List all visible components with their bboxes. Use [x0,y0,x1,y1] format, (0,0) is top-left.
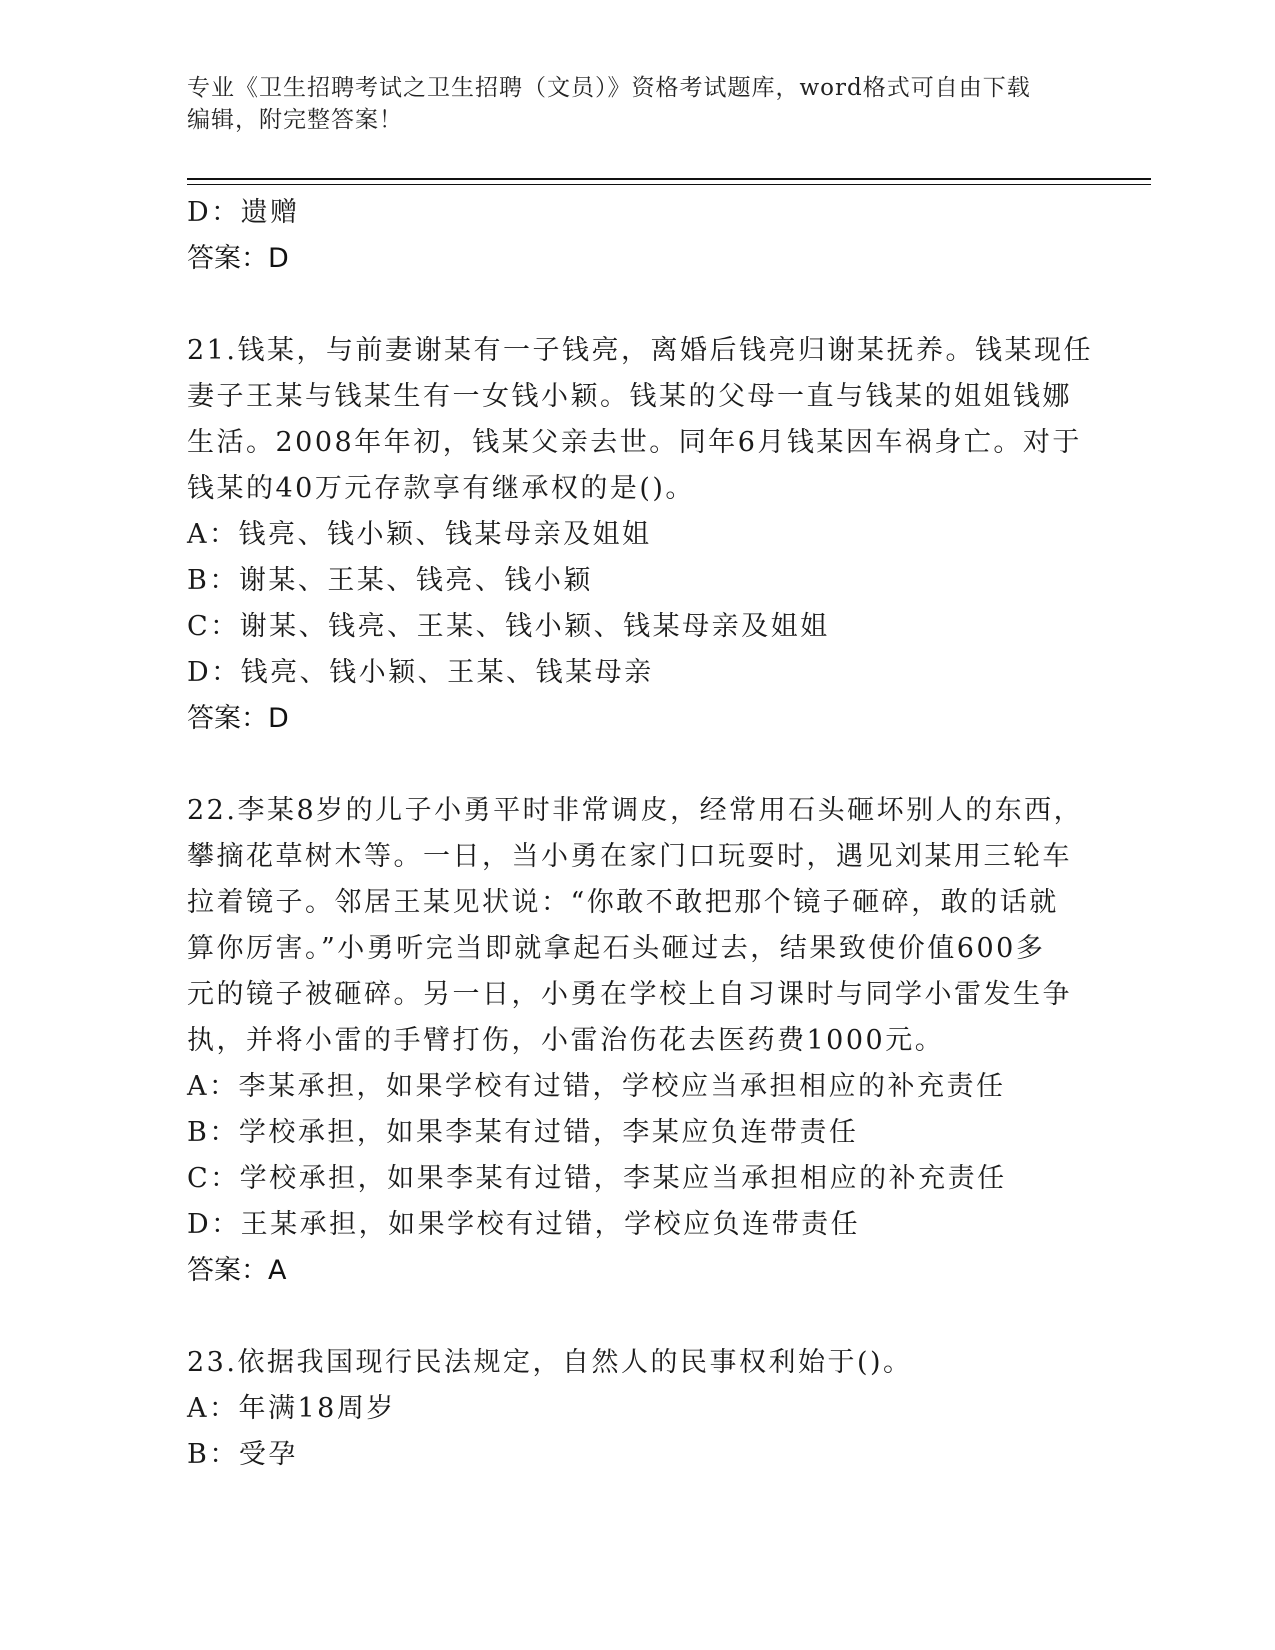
header-divider-thin [187,184,1151,185]
stem-line: 拉着镜子。邻居王某见状说：“你敢不敢把那个镜子砸碎，敢的话就 [187,887,1059,918]
document-body [187,190,1093,1478]
question-21 [187,328,1093,742]
stem-line: 算你厉害。”小勇听完当即就拿起石头砸过去，结果致使价值600多 [187,933,1046,964]
answer-line: 答案：D [187,243,289,274]
stem-line: 攀摘花草树木等。一日，当小勇在家门口玩耍时，遇见刘某用三轮车 [187,841,1072,872]
question-stem [187,1340,1087,1386]
page-header [187,72,1087,136]
spacer [187,742,1087,788]
stem-line: 22.李某8岁的儿子小勇平时非常调皮，经常用石头砸坏别人的东西， [187,795,1084,826]
stem-line: 21.钱某，与前妻谢某有一子钱亮，离婚后钱亮归谢某抚养。钱某现任 [187,335,1093,366]
option-b: B：谢某、王某、钱亮、钱小颖 [187,565,593,596]
question-22 [187,788,1087,1294]
stem-line: 妻子王某与钱某生有一女钱小颖。钱某的父母一直与钱某的姐姐钱娜 [187,381,1072,412]
previous-question-tail [187,190,1087,282]
stem-line: 23.依据我国现行民法规定，自然人的民事权利始于()。 [187,1347,913,1378]
header-line-2: 编辑，附完整答案！ [187,107,403,133]
option-a: A：年满18周岁 [187,1393,396,1424]
stem-line: 元的镜子被砸碎。另一日，小勇在学校上自习课时与同学小雷发生争 [187,979,1072,1010]
spacer [187,1294,1087,1340]
question-stem [187,328,1093,512]
option-d: D：王某承担，如果学校有过错，学校应负连带责任 [187,1209,861,1240]
option-b: B：学校承担，如果李某有过错，李某应负连带责任 [187,1117,859,1148]
answer-line: 答案：D [187,703,289,734]
stem-line: 生活。2008年年初，钱某父亲去世。同年6月钱某因车祸身亡。对于 [187,427,1082,458]
stem-line: 钱某的40万元存款享有继承权的是()。 [187,473,695,504]
answer-line: 答案：A [187,1255,287,1286]
header-divider-thick [187,178,1151,180]
question-23 [187,1340,1087,1478]
option-d: D：钱亮、钱小颖、王某、钱某母亲 [187,657,654,688]
option-c: C：学校承担，如果李某有过错，李某应当承担相应的补充责任 [187,1163,1007,1194]
option-a: A：钱亮、钱小颖、钱某母亲及姐姐 [187,519,652,550]
spacer [187,282,1087,328]
stem-line: 执，并将小雷的手臂打伤，小雷治伤花去医药费1000元。 [187,1025,945,1056]
header-line-1: 专业《卫生招聘考试之卫生招聘（文员）》资格考试题库，word格式可自由下载 [187,75,1031,101]
option-d: D：遗赠 [187,197,300,228]
option-b: B：受孕 [187,1439,298,1470]
question-stem [187,788,1087,1064]
option-a: A：李某承担，如果学校有过错，学校应当承担相应的补充责任 [187,1071,1006,1102]
option-c: C：谢某、钱亮、王某、钱小颖、钱某母亲及姐姐 [187,611,830,642]
